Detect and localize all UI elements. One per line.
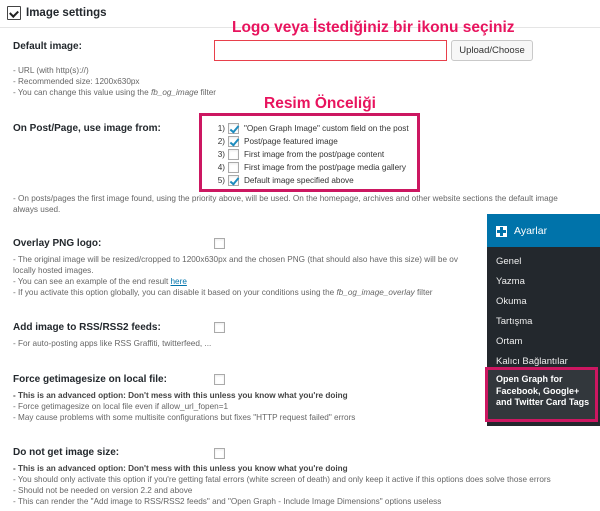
annotation-priority: Resim Önceliği	[264, 95, 376, 112]
checkbox-checked-icon	[7, 6, 21, 20]
no-size-warning: - This is an advanced option: Don't mess with this unless you know what you're doing	[13, 464, 348, 473]
force-getimagesize-checkbox[interactable]	[214, 374, 225, 385]
overlay-png-label: Overlay PNG logo:	[13, 238, 102, 249]
menu-settings-label: Ayarlar	[514, 225, 548, 237]
no-size-desc-3: - This can render the "Add image to RSS/RSS2 feeds" and "Open Graph - Include Image Dimensions" options useless	[13, 497, 442, 506]
rss-desc-1: - For auto-posting apps like RSS Graffiti, twitterfeed, ...	[13, 339, 212, 348]
default-image-label: Default image:	[13, 41, 82, 52]
menu-item-reading[interactable]: Okuma	[496, 296, 527, 307]
rss-feeds-checkbox[interactable]	[214, 322, 225, 333]
force-getimagesize-label: Force getimagesize on local file:	[13, 374, 167, 385]
default-image-desc-size: - Recommended size: 1200x630px	[13, 77, 140, 86]
overlay-desc-3: - You can see an example of the end result here	[13, 277, 187, 286]
menu-item-writing[interactable]: Yazma	[496, 276, 525, 287]
no-image-size-label: Do not get image size:	[13, 447, 120, 458]
no-image-size-checkbox[interactable]	[214, 448, 225, 459]
default-image-desc-url: - URL (with http(s)://)	[13, 66, 89, 75]
menu-item-permalinks[interactable]: Kalıcı Bağlantılar	[496, 356, 568, 367]
menu-item-general[interactable]: Genel	[496, 256, 522, 267]
priority-checkbox-5[interactable]	[228, 175, 239, 186]
force-warning: - This is an advanced option: Don't mess with this unless you know what you're doing	[13, 391, 348, 400]
example-here-link[interactable]: here	[170, 277, 187, 286]
upload-choose-button[interactable]: Upload/Choose	[451, 40, 533, 61]
use-image-desc-1: - On posts/pages the first image found, using the priority above, will be used. On the homepage, archives and other website sections the default image	[13, 194, 558, 203]
force-desc-2: - May cause problems with some multisite configurations but fixes "HTTP request failed" errors	[13, 413, 356, 422]
priority-checkbox-3[interactable]	[228, 149, 239, 160]
annotation-logo: Logo veya İstediğiniz bir ikonu seçiniz	[232, 19, 515, 36]
settings-plus-icon	[496, 226, 507, 237]
rss-feeds-label: Add image to RSS/RSS2 feeds:	[13, 322, 161, 333]
overlay-desc-1: - The original image will be resized/cropped to 1200x630px and the chosen PNG (that should also have this size) will be ov	[13, 255, 458, 264]
section-title: Image settings	[26, 7, 107, 19]
overlay-desc-4: - If you activate this option globally, you can disable it based on your conditions using the fb_og_image_overlay filter	[13, 288, 433, 297]
menu-item-open-graph[interactable]: Open Graph for Facebook, Google+ and Twitter Card Tags	[496, 374, 590, 407]
default-image-desc-filter: - You can change this value using the fb_og_image filter	[13, 88, 217, 97]
no-size-desc-2: - Should not be needed on version 2.2 and above	[13, 486, 193, 495]
priority-checkbox-4[interactable]	[228, 162, 239, 173]
default-image-url-input[interactable]	[214, 40, 447, 61]
overlay-png-checkbox[interactable]	[214, 238, 225, 249]
use-image-from-label: On Post/Page, use image from:	[13, 123, 161, 134]
no-size-desc-1: - You should only activate this option if you're getting fatal errors (white screen of death) and only keep it active if this options does solve those errors	[13, 475, 551, 484]
use-image-desc-2: always used.	[13, 205, 61, 214]
menu-item-discussion[interactable]: Tartışma	[496, 316, 533, 327]
menu-item-media[interactable]: Ortam	[496, 336, 523, 347]
priority-checkbox-2[interactable]	[228, 136, 239, 147]
force-desc-1: - Force getimagesize on local file even if allow_url_fopen=1	[13, 402, 229, 411]
priority-checkbox-1[interactable]	[228, 123, 239, 134]
overlay-desc-2: locally hosted images.	[13, 266, 94, 275]
